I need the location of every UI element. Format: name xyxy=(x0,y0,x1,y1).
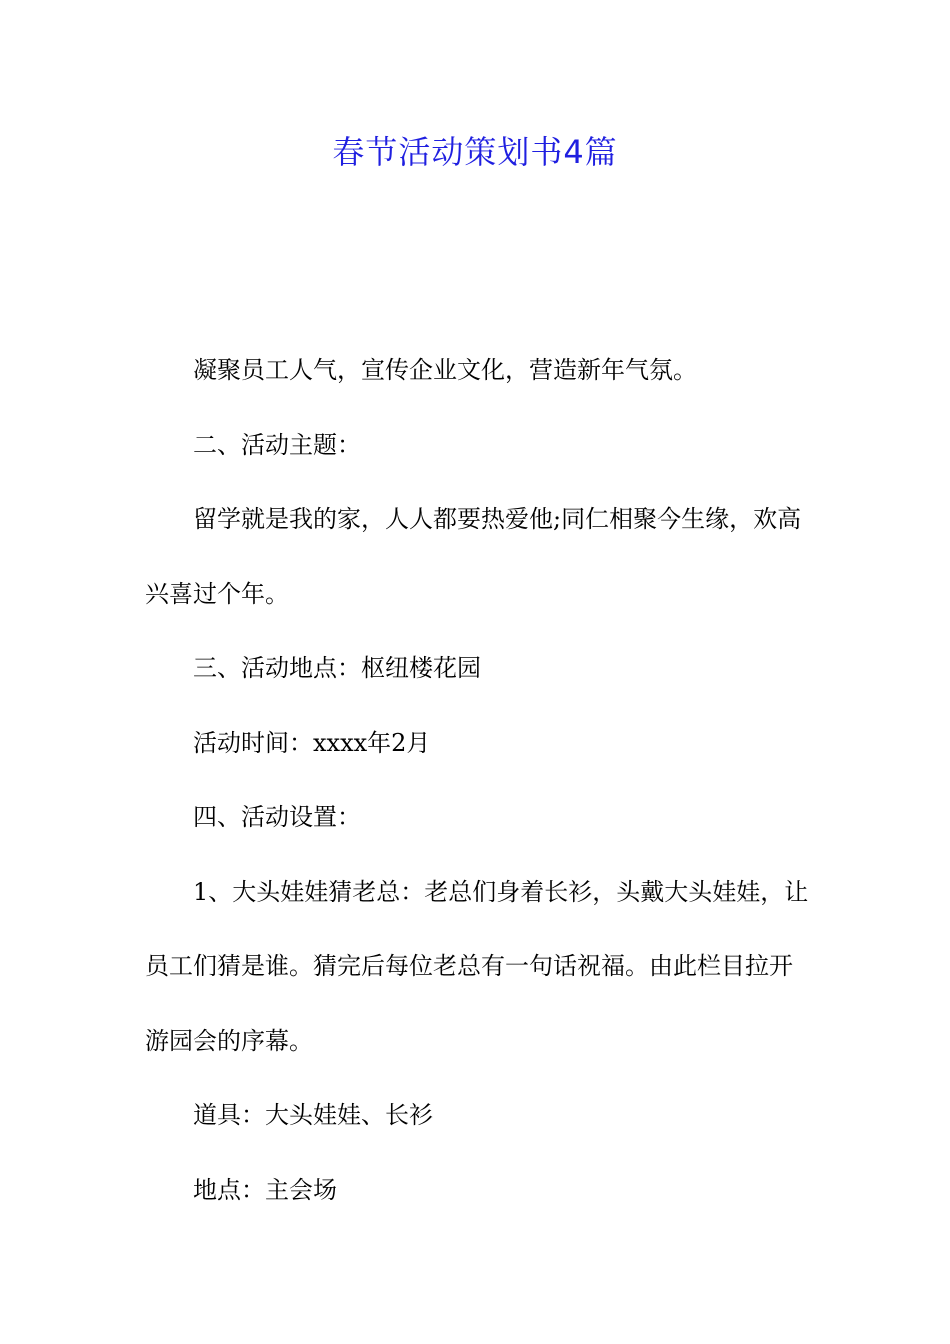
paragraph-venue: 地点：主会场 xyxy=(193,1175,337,1204)
paragraph-props: 道具：大头娃娃、长衫 xyxy=(193,1101,433,1129)
paragraph-activity-time: 活动时间：xxxx年2月 xyxy=(193,728,431,757)
heading-activity-setup: 四、活动设置： xyxy=(193,803,361,831)
paragraph-activity-location: 三、活动地点：枢纽楼花园 xyxy=(193,654,481,682)
document-body xyxy=(145,333,810,1227)
paragraph-purpose: 凝聚员工人气，宣传企业文化，营造新年气氛。 xyxy=(193,356,697,384)
document-title: 春节活动策划书4篇 xyxy=(332,133,618,171)
heading-activity-theme: 二、活动主题： xyxy=(193,430,361,459)
paragraph-theme-slogan: 留学就是我的家，人人都要热爱他;同仁相聚今生缘，欢高兴喜过个年。 xyxy=(145,505,802,608)
paragraph-big-head-doll-game: 1、大头娃娃猜老总：老总们身着长衫，头戴大头娃娃，让员工们猜是谁。猜完后每位老总有一句话祝福。由此栏目拉开游园会的序幕。 xyxy=(145,877,809,1055)
